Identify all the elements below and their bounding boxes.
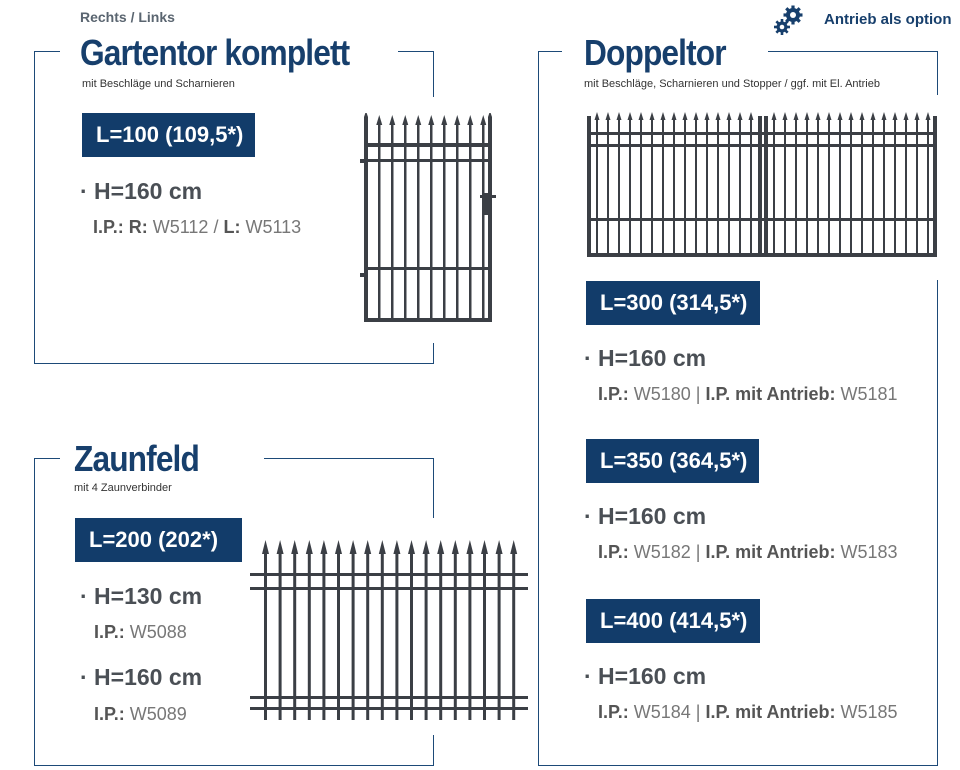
frame-line <box>34 363 434 364</box>
separator: / <box>213 217 219 237</box>
frame-line <box>538 765 938 766</box>
frame-line <box>34 765 434 766</box>
frame-line <box>264 458 434 459</box>
length-badge: L=300 (314,5*) <box>586 281 760 325</box>
ip-code: W5182 <box>633 542 691 562</box>
frame-line <box>768 51 938 52</box>
ip-label: I.P.: <box>598 542 629 562</box>
section-title-zaunfeld: Zaunfeld <box>74 438 199 479</box>
fence-panel-image <box>250 540 528 722</box>
frame-line <box>538 51 562 52</box>
ip-label: I.P.: <box>598 702 629 722</box>
section-subtitle: mit 4 Zaunverbinder <box>74 482 172 494</box>
height-label: · H=160 cm <box>584 345 707 371</box>
separator: | <box>695 384 701 404</box>
ip-codes <box>94 622 187 643</box>
frame-line <box>398 51 434 52</box>
length-badge: L=100 (109,5*) <box>82 113 255 157</box>
separator: | <box>695 542 701 562</box>
ip-label: I.P.: <box>94 622 125 642</box>
ip-codes <box>598 542 898 563</box>
ip-label: I.P.: <box>598 384 629 404</box>
ip-code: W5184 <box>633 702 691 722</box>
section-title-doppeltor: Doppeltor <box>584 32 726 73</box>
antrieb-label: I.P. mit Antrieb: <box>705 384 836 404</box>
antrieb-code: W5183 <box>840 542 898 562</box>
ip-codes <box>598 384 898 405</box>
antrieb-label: I.P. mit Antrieb: <box>705 702 836 722</box>
double-gate-image <box>584 112 940 260</box>
frame-line <box>937 51 938 95</box>
frame-line <box>433 343 434 364</box>
ip-label: I.P.: <box>94 704 125 724</box>
l-label: L: <box>223 217 241 237</box>
r-label: R: <box>128 217 148 237</box>
height-label: · H=160 cm <box>80 178 203 204</box>
ip-label: I.P.: <box>93 217 124 237</box>
ip-codes <box>93 217 301 238</box>
gears-icon <box>772 4 806 38</box>
section-subtitle: mit Beschläge und Scharnieren <box>82 78 235 90</box>
frame-line <box>433 458 434 518</box>
antrieb-code: W5185 <box>840 702 898 722</box>
length-badge: L=400 (414,5*) <box>586 599 760 643</box>
ip-code: W5089 <box>129 704 187 724</box>
length-badge: L=350 (364,5*) <box>586 439 759 483</box>
ip-code-l: W5113 <box>245 217 302 237</box>
length-badge: L=200 (202*) <box>75 518 242 562</box>
ip-code: W5180 <box>633 384 691 404</box>
ip-codes <box>598 702 898 723</box>
ip-code: W5088 <box>129 622 187 642</box>
separator: | <box>695 702 701 722</box>
frame-line <box>937 280 938 766</box>
height-label: · H=160 cm <box>584 503 707 529</box>
height-label: · H=160 cm <box>584 663 707 689</box>
height-label: · H=130 cm <box>80 583 203 609</box>
frame-line <box>433 735 434 766</box>
antrieb-badge: Antrieb als option <box>824 11 952 28</box>
height-label: · H=160 cm <box>80 664 203 690</box>
frame-line <box>433 51 434 97</box>
pretitle: Rechts / Links <box>80 9 175 25</box>
frame-line <box>34 51 35 364</box>
gate-image <box>358 113 503 325</box>
antrieb-label: I.P. mit Antrieb: <box>705 542 836 562</box>
section-subtitle: mit Beschläge, Scharnieren und Stopper / ggf. mit El. Antrieb <box>584 78 880 90</box>
frame-line <box>34 458 35 766</box>
frame-line <box>34 51 60 52</box>
ip-code-r: W5112 <box>152 217 209 237</box>
frame-line <box>538 51 539 766</box>
frame-line <box>34 458 60 459</box>
section-title-gartentor: Gartentor komplett <box>80 32 350 73</box>
antrieb-code: W5181 <box>840 384 898 404</box>
ip-codes <box>94 704 187 725</box>
